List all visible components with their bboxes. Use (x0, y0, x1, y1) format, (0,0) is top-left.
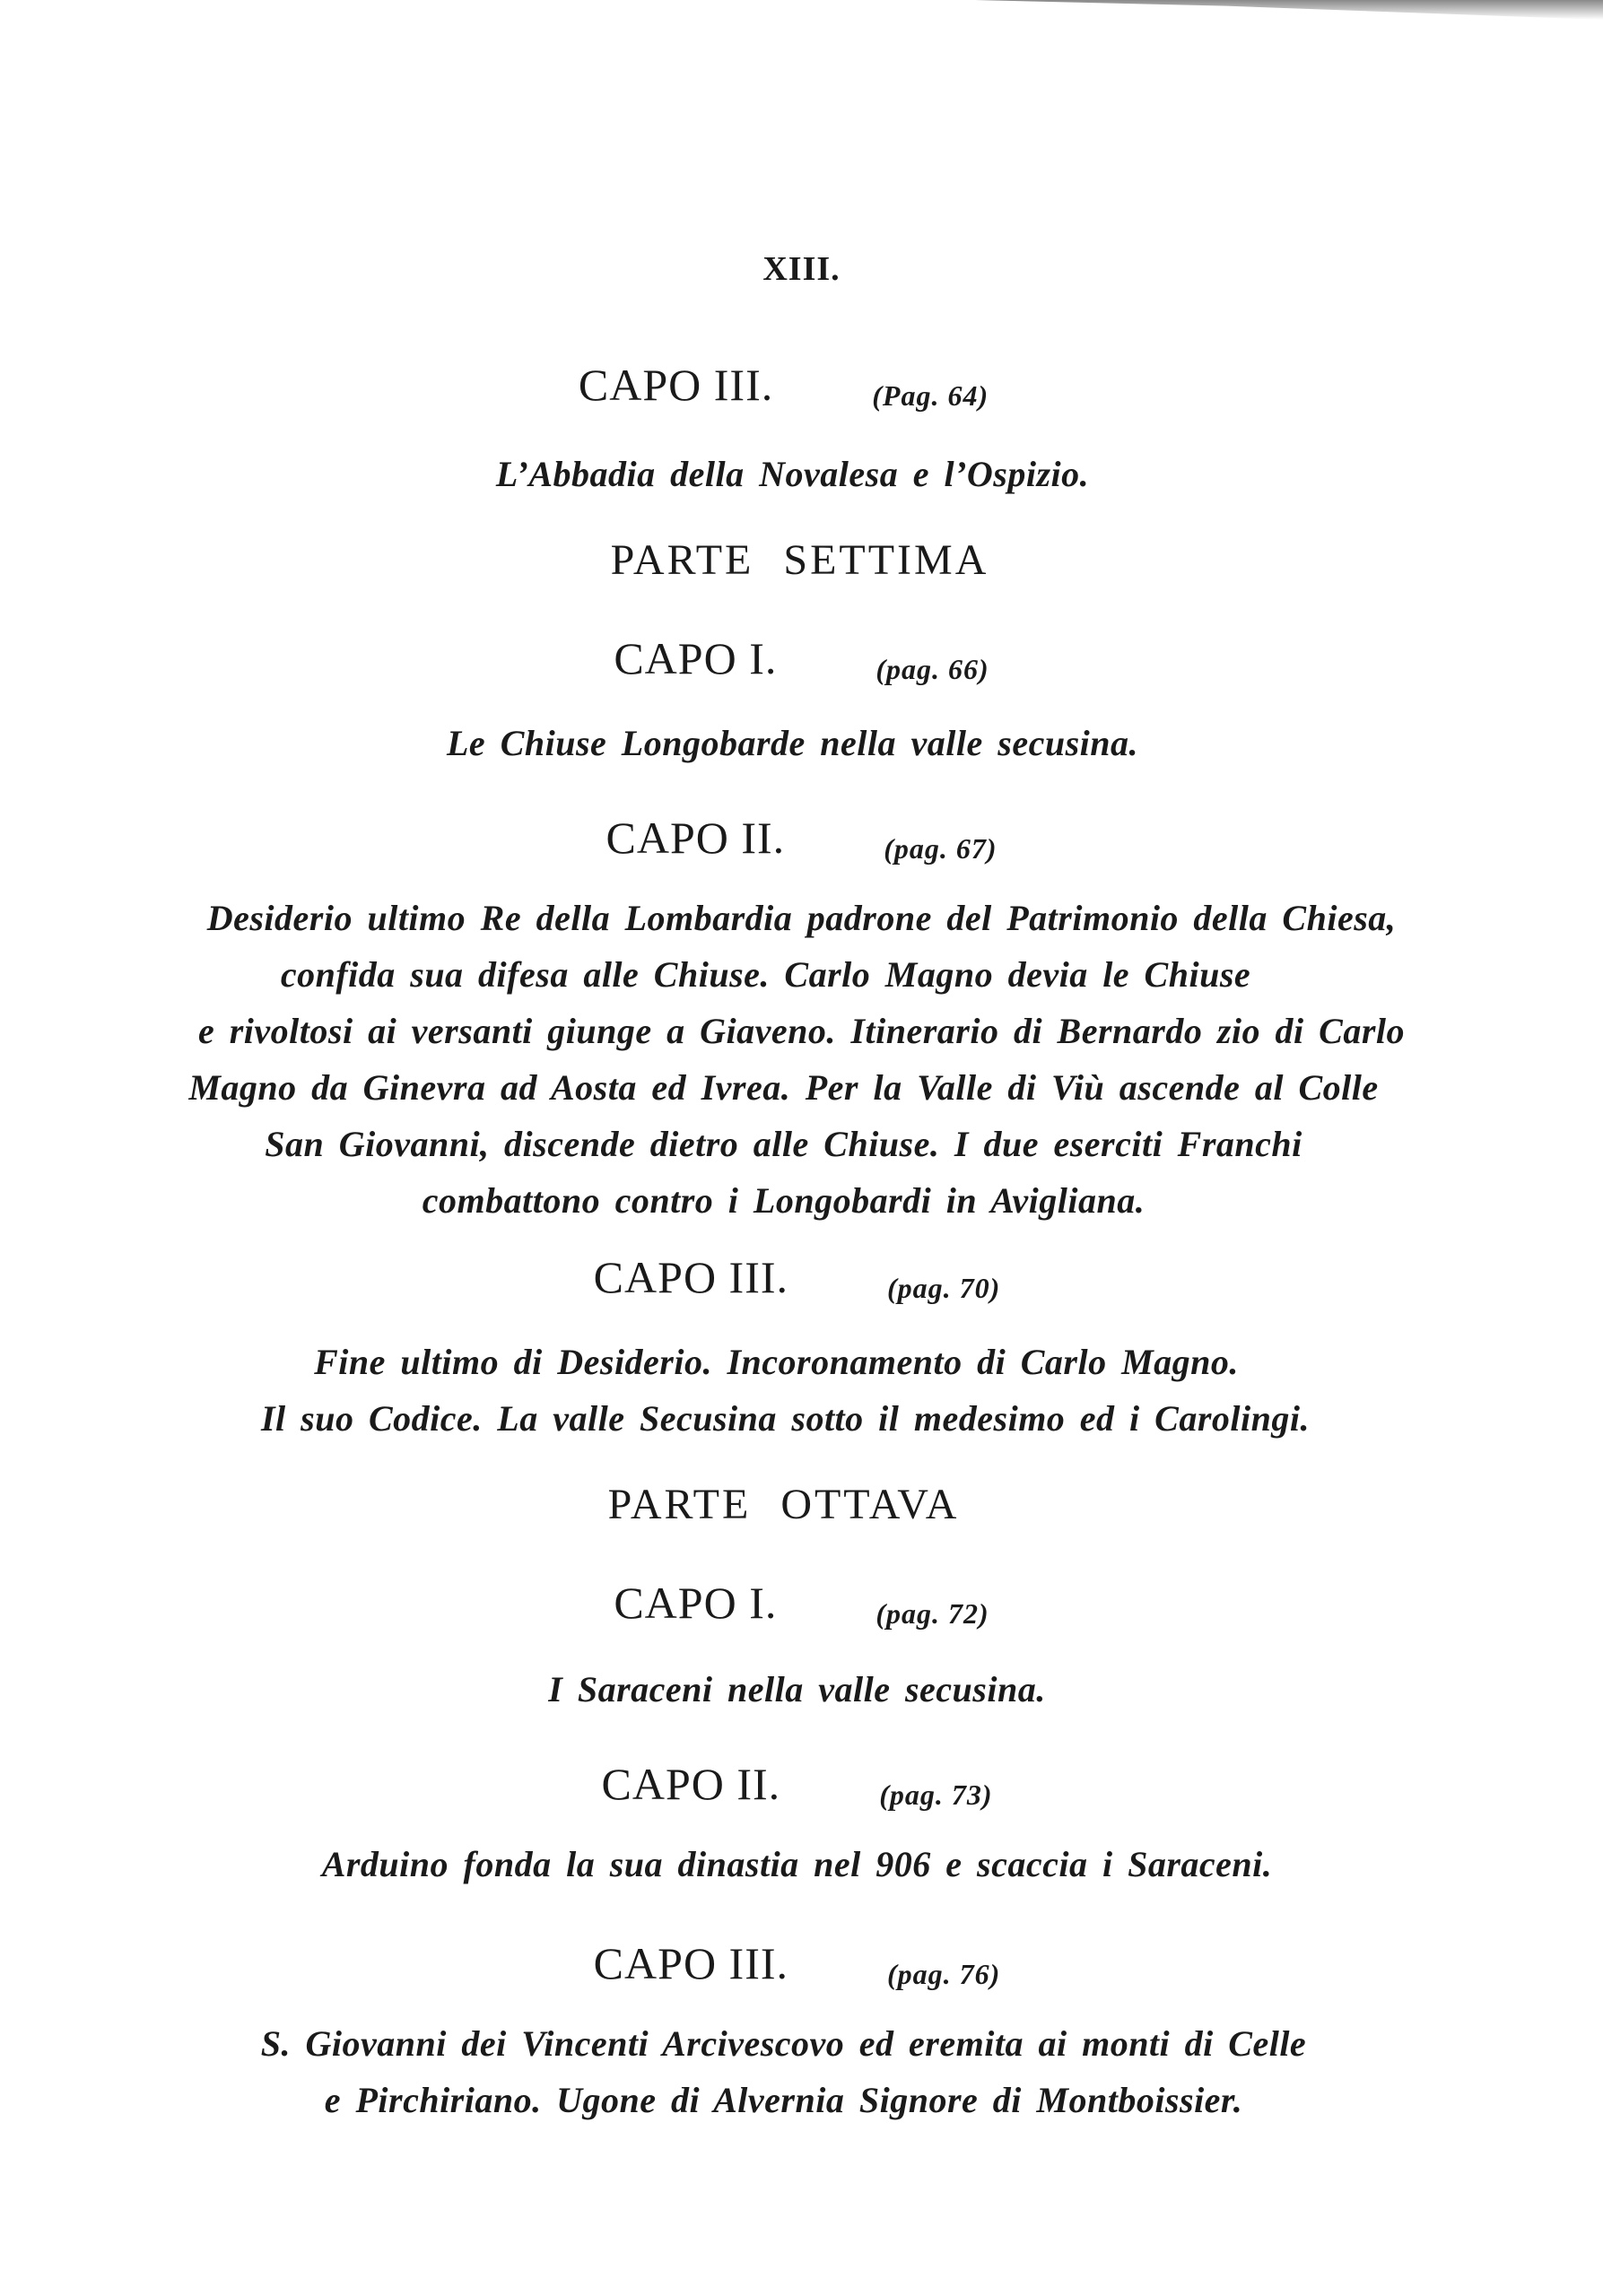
capo-label: CAPO II. (605, 813, 786, 863)
capo-label: CAPO II. (601, 1759, 781, 1809)
capo-page-reference: (pag. 76) (887, 1958, 1001, 1990)
capo-page-reference: (pag. 72) (876, 1597, 989, 1630)
capo-page-reference: (pag. 70) (887, 1272, 1001, 1304)
capo-heading (0, 1251, 1599, 1305)
capo-heading (0, 1937, 1599, 1991)
capo-label: CAPO I. (614, 1578, 778, 1628)
chapter-summary-line: San Giovanni, discende dietro alle Chiuse. I due eserciti Franchi (265, 1124, 1302, 1164)
parte-heading: PARTE OTTAVA (607, 1481, 960, 1528)
capo-heading (0, 1577, 1603, 1631)
chapter-summary-line: e Pirchiriano. Ugone di Alvernia Signore di Montboissier. (324, 2080, 1243, 2120)
capo-page-reference: (pag. 66) (876, 653, 989, 685)
capo-label: CAPO III. (593, 1938, 788, 1988)
capo-label: CAPO I. (614, 633, 778, 683)
page-number: XIII. (762, 250, 841, 288)
chapter-summary-line: Il suo Codice. La valle Secusina sotto il medesimo ed i Carolingi. (260, 1398, 1311, 1439)
chapter-summary-line: I Saraceni nella valle secusina. (548, 1669, 1046, 1709)
capo-page-reference: (pag. 73) (879, 1779, 993, 1811)
chapter-summary-line: confida sua difesa alle Chiuse. Carlo Magno devia le Chiuse (280, 954, 1251, 995)
parte-heading: PARTE SETTIMA (610, 536, 989, 584)
capo-label: CAPO III. (593, 1252, 788, 1302)
chapter-summary-line: Desiderio ultimo Re della Lombardia padrone del Patrimonio della Chiesa, (206, 898, 1397, 938)
capo-page-reference: (pag. 67) (884, 832, 998, 865)
scan-shadow (975, 0, 1603, 20)
chapter-summary-line: Fine ultimo di Desiderio. Incoronamento di Carlo Magno. (314, 1342, 1239, 1382)
chapter-summary-line: L’Abbadia della Novalesa e l’Ospizio. (495, 454, 1090, 494)
capo-label: CAPO III. (578, 360, 774, 410)
chapter-summary-line: S. Giovanni dei Vincenti Arcivescovo ed eremita ai monti di Celle (260, 2023, 1307, 2064)
capo-heading (0, 359, 1585, 413)
chapter-summary-line: Le Chiuse Longobarde nella valle secusina. (447, 723, 1138, 763)
capo-heading (0, 1758, 1599, 1812)
chapter-summary-line: combattono contro i Longobardi in Avigliana. (422, 1180, 1146, 1221)
capo-page-reference: (Pag. 64) (872, 379, 989, 412)
capo-heading (0, 812, 1603, 865)
chapter-summary-line: Magno da Ginevra ad Aosta ed Ivrea. Per la Valle di Viù ascende al Colle (188, 1067, 1379, 1108)
capo-heading (0, 632, 1603, 686)
chapter-summary-line: e rivoltosi ai versanti giunge a Giaveno. Itinerario di Bernardo zio di Carlo (197, 1011, 1406, 1051)
chapter-summary-line: Arduino fonda la sua dinastia nel 906 e scaccia i Saraceni. (321, 1844, 1273, 1884)
